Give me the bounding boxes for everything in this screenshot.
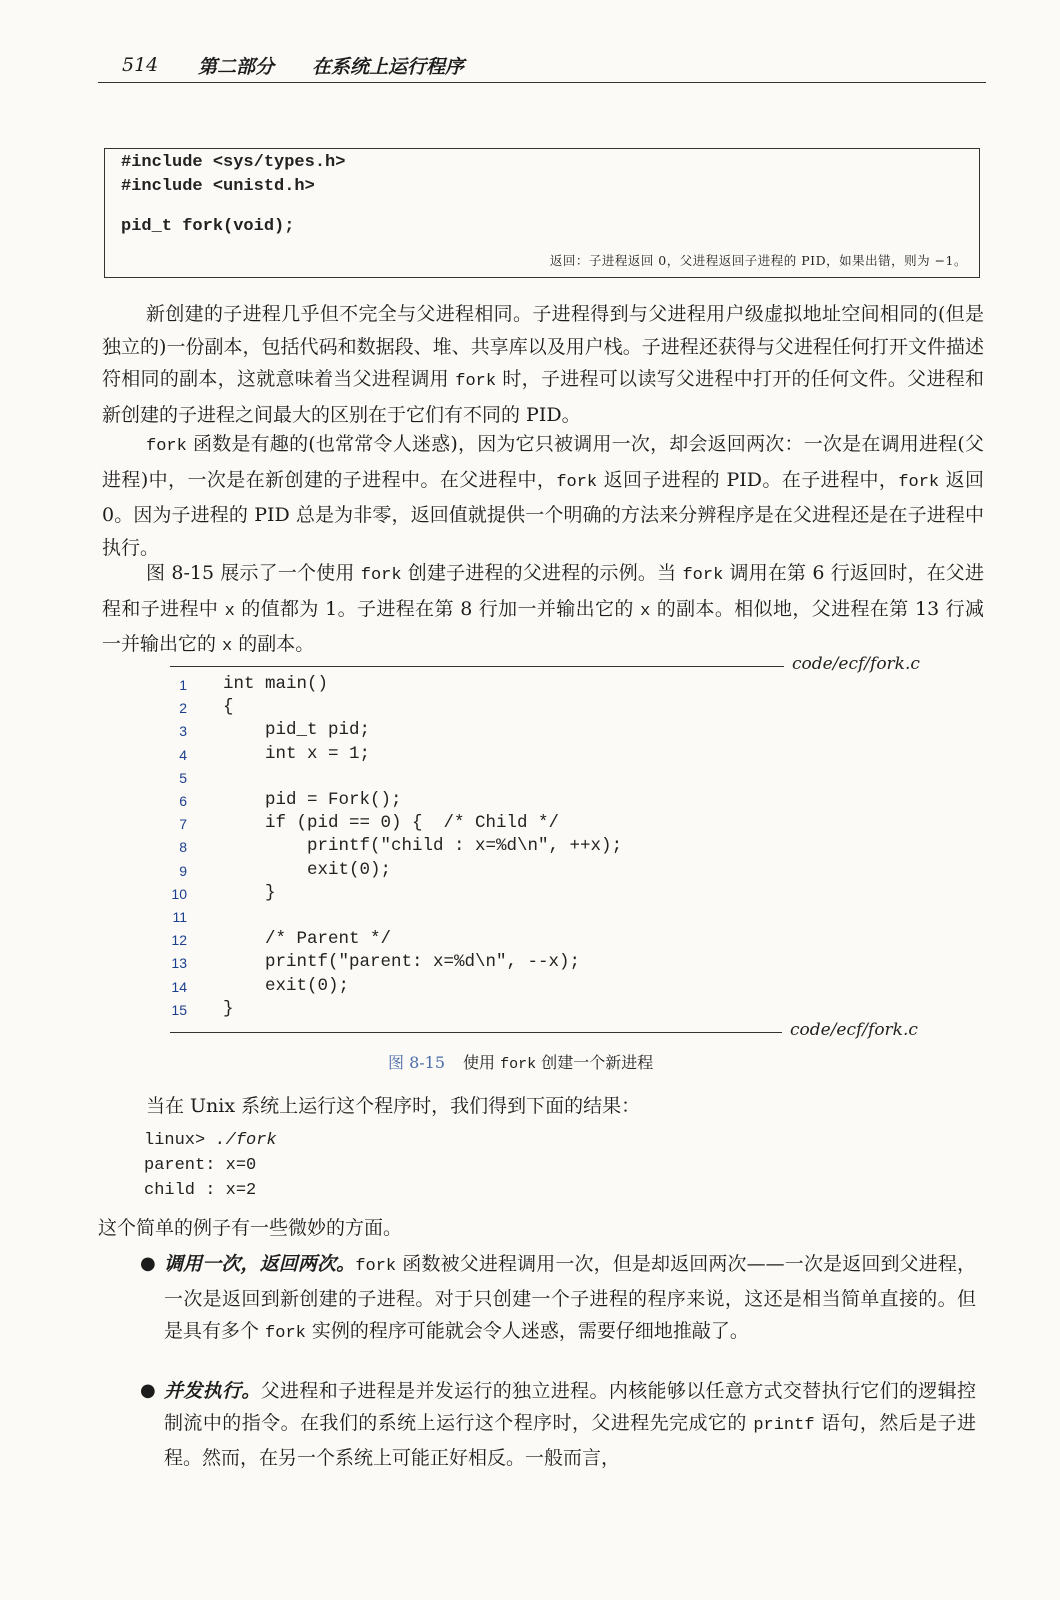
line-code: pid_t pid; xyxy=(223,720,371,741)
line-number: 4 xyxy=(179,746,187,763)
fork-synopsis-box xyxy=(104,148,980,278)
figure-caption: 图 8-15 使用 fork 创建一个新进程 xyxy=(388,1053,654,1073)
bullet-call-once-return-twice: ● 调用一次，返回两次。fork 函数被父进程调用一次，但是却返回两次——一次是返回到父进程，一次是返回到新创建的子进程。对于只创建一个子进程的程序来说，这还是相当简单直接的。但是具有多个 fork 实例的程序可能就会令人迷惑，需要仔细地推敲了。 xyxy=(140,1248,976,1350)
terminal-output xyxy=(144,1128,277,1203)
code-line xyxy=(165,790,765,813)
terminal-command-line: linux> ./fork xyxy=(144,1131,277,1150)
bullet-dot: ● xyxy=(140,1253,156,1274)
bullet-dot: ● xyxy=(140,1380,156,1401)
line-code: int main() xyxy=(223,674,329,694)
line-number: 11 xyxy=(172,909,187,925)
code-line xyxy=(165,697,765,720)
include-sys-types: #include <sys/types.h> xyxy=(121,153,346,172)
line-number: 6 xyxy=(179,793,187,809)
line-code: } xyxy=(223,882,276,903)
fork-returns-note: 返回：子进程返回 0，父进程返回子进程的 PID，如果出错，则为 −1。 xyxy=(549,253,967,268)
listing-bottom-rule xyxy=(170,1032,782,1033)
line-number: 3 xyxy=(179,723,187,740)
code-line xyxy=(165,860,765,883)
listing-top-rule xyxy=(170,666,784,667)
code-line xyxy=(165,883,765,906)
listing-file-top: code/ecf/fork.c xyxy=(792,654,920,674)
line-number: 5 xyxy=(179,769,187,786)
line-code: pid = Fork(); xyxy=(223,790,402,810)
paragraph-run-result: 当在 Unix 系统上运行这个程序时，我们得到下面的结果： xyxy=(146,1095,641,1117)
header-part: 第二部分 xyxy=(198,56,275,78)
paragraph-figure-intro: 图 8-15 展示了一个使用 fork 创建子进程的父进程的示例。当 fork 调用在第 6 行返回时，在父进程和子进程中 x 的值都为 1。子进程在第 8 行加一并输出它的 x 的副本。相似地，父进程在第 13 行减一并输出它的 x 的副本。 xyxy=(102,562,984,656)
line-number: 2 xyxy=(179,700,187,717)
line-number: 9 xyxy=(179,862,187,879)
line-code: exit(0); xyxy=(223,859,392,880)
line-number: 1 xyxy=(179,677,187,693)
code-line xyxy=(165,767,765,790)
code-line xyxy=(165,674,765,697)
header-title: 在系统上运行程序 xyxy=(312,56,465,78)
paragraph-subtle-aspects: 这个简单的例子有一些微妙的方面。 xyxy=(98,1217,403,1239)
running-header xyxy=(98,48,986,83)
code-line xyxy=(165,929,765,952)
line-code: int x = 1; xyxy=(223,743,371,764)
paragraph-returns-twice: fork 函数是有趣的(也常常令人迷惑)，因为它只被调用一次，却会返回两次：一次是在调用进程(父进程)中，一次是在新创建的子进程中。在父进程中，fork 返回子进程的 PID。在子进程中，fork 返回 0。因为子进程的 PID 总是为非零，返回值就提供一个明确的方法来分辨程序是在父进程还是在子进程中执行。 xyxy=(102,433,985,559)
line-code: } xyxy=(223,998,234,1019)
paragraph-child-copy: 新创建的子进程几乎但不完全与父进程相同。子进程得到与父进程用户级虚拟地址空间相同的(但是独立的)一份副本，包括代码和数据段、堆、共享库以及用户栈。子进程还获得与父进程任何打开文件描述符相同的副本，这就意味着当父进程调用 fork 时，子进程可以读写父进程中打开的任何文件。父进程和新创建的子进程之间最大的区别在于它们有不同的 PID。 xyxy=(102,303,984,426)
line-number: 12 xyxy=(171,932,187,949)
line-code: /* Parent */ xyxy=(223,929,392,950)
code-line xyxy=(165,720,765,743)
fork-prototype: pid_t fork(void); xyxy=(121,217,295,236)
line-number: 15 xyxy=(171,1001,187,1018)
line-code: if (pid == 0) { /* Child */ xyxy=(223,813,560,834)
code-line xyxy=(165,813,765,836)
line-code: printf("parent: x=%d\n", --x); xyxy=(223,952,581,973)
line-number: 14 xyxy=(171,978,187,995)
page-number: 514 xyxy=(122,54,159,76)
include-unistd: #include <unistd.h> xyxy=(121,177,315,196)
line-number: 13 xyxy=(171,955,187,972)
code-line xyxy=(165,744,765,767)
line-code: exit(0); xyxy=(223,975,350,996)
code-line xyxy=(165,999,765,1022)
line-code: { xyxy=(223,697,234,718)
line-number: 7 xyxy=(179,816,187,833)
line-code: printf("child : x=%d\n", ++x); xyxy=(223,836,623,857)
terminal-parent-output: parent: x=0 xyxy=(144,1156,257,1175)
code-line xyxy=(165,952,765,975)
figure-label: 图 8-15 xyxy=(388,1053,446,1072)
line-number: 8 xyxy=(179,839,187,856)
code-line xyxy=(165,836,765,859)
bullet-concurrent-execution: ● 并发执行。父进程和子进程是并发运行的独立进程。内核能够以任意方式交替执行它们的逻辑控制流中的指令。在我们的系统上运行这个程序时，父进程先完成它的 printf 语句，然后是子进程。然而，在另一个系统上可能正好相反。一般而言， xyxy=(140,1375,976,1474)
listing-file-bottom: code/ecf/fork.c xyxy=(790,1020,918,1040)
terminal-child-output: child : x=2 xyxy=(144,1181,257,1200)
code-line xyxy=(165,976,765,999)
code-line xyxy=(165,906,765,929)
line-number: 10 xyxy=(171,885,187,902)
